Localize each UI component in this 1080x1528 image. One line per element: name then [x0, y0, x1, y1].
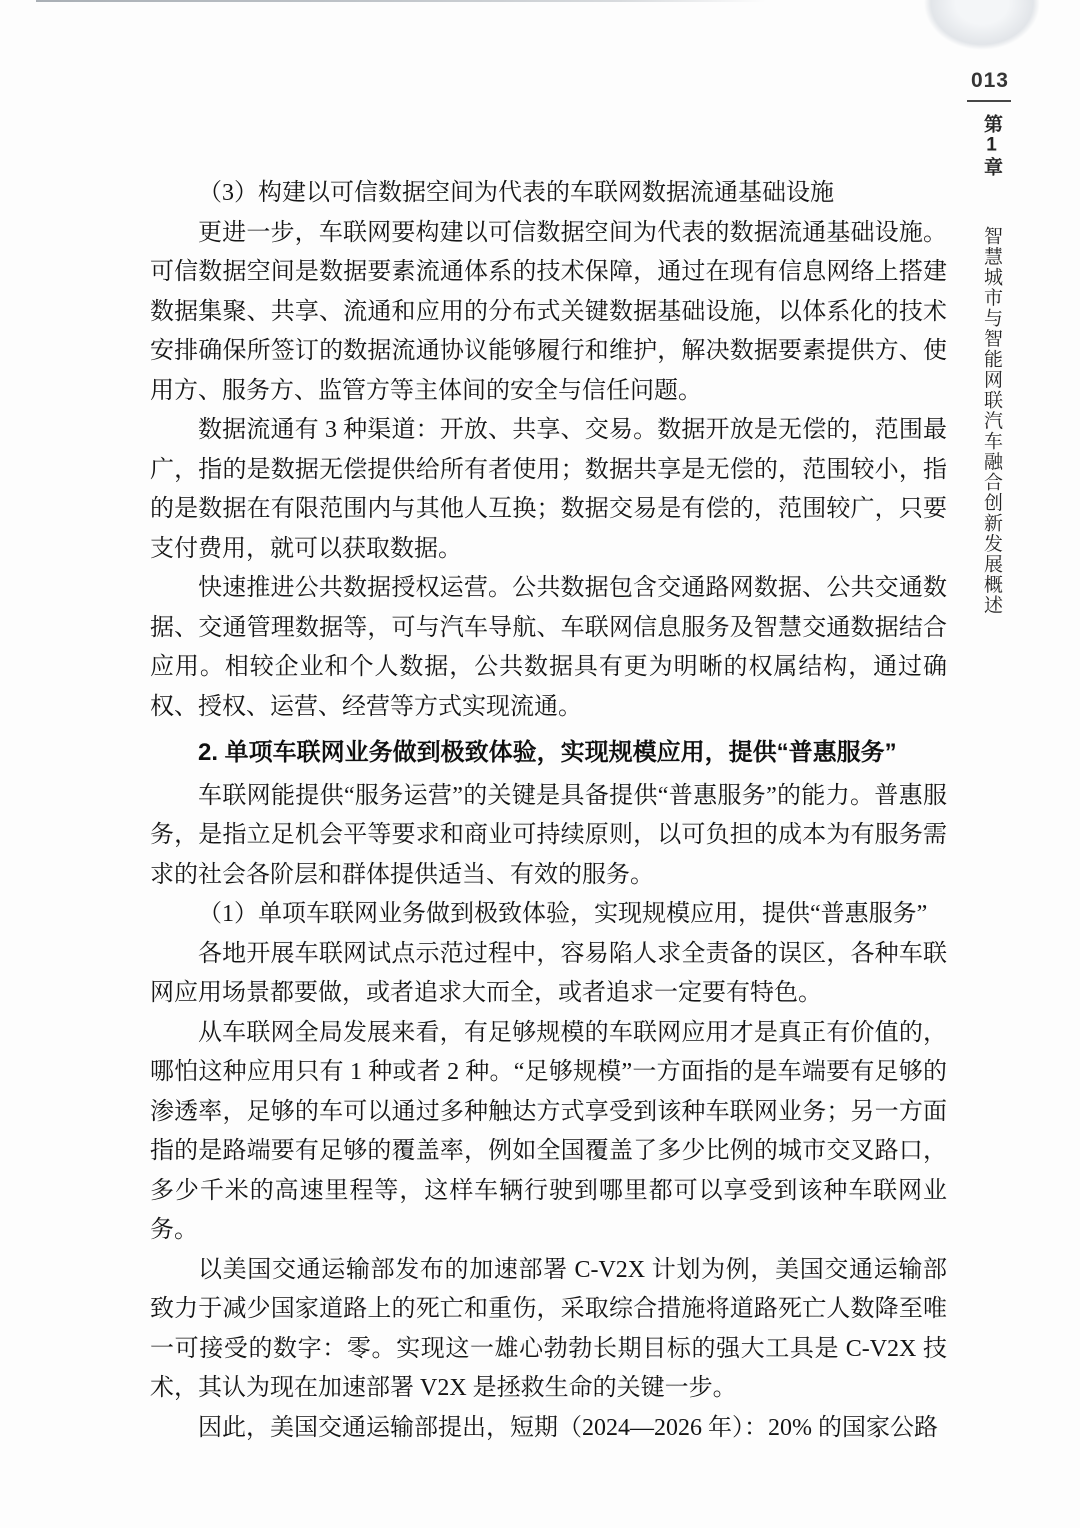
section-heading: （3）构建以可信数据空间为代表的车联网数据流通基础设施 [198, 180, 834, 206]
chapter-title: 智慧城市与智能网联汽车融合创新发展概述 [981, 226, 1002, 616]
body-paragraph: 更进一步，车联网要构建以可信数据空间为代表的数据流通基础设施。可信数据空间是数据要素流通体系的技术保障，通过在现有信息网络上搭建数据集聚、共享、流通和应用的分布式关键数据基础设施，以体系化的技术安排确保所签订的数据流通协议能够履行和维护，解决数据要素提供方、使用方、服务方、监管方等主体间的安全与信任问题。 [150, 219, 947, 404]
section-heading: 2. 单项车联网业务做到极致体验，实现规模应用，提供“普惠服务” [198, 739, 897, 766]
scan-edge-artifact [36, 0, 766, 2]
body-paragraph: 因此，美国交通运输部提出，短期（2024—2026 年）：20% 的国家公路 [198, 1414, 938, 1441]
body-paragraph: 各地开展车联网试点示范过程中，容易陷人求全责备的误区，各种车联网应用场景都要做，或者追求大而全，或者追求一定要有特色。 [150, 940, 947, 1006]
chapter-sidebar [978, 114, 1005, 616]
page-number: 013 [970, 69, 1009, 92]
body-paragraph: 从车联网全局发展来看，有足够规模的车联网应用才是真正有价值的，哪怕这种应用只有 1 种或者 2 种。“足够规模”一方面指的是车端要有足够的渗透率，足够的车可以通过多种触达方式享受到该种车联网业务；另一方面指的是路端要有足够的覆盖率，例如全国覆盖了多少比例的城市交叉路口，多少千米的高速里程等，这样车辆行驶到哪里都可以享受到该种车联网业务。 [150, 1019, 947, 1243]
chapter-label: 第1章 [981, 114, 1002, 178]
page-body [150, 174, 947, 1448]
section-heading: （1）单项车联网业务做到极致体验，实现规模应用，提供“普惠服务” [198, 901, 928, 927]
body-paragraph: 快速推进公共数据授权运营。公共数据包含交通路网数据、公共交通数据、交通管理数据等，可与汽车导航、车联网信息服务及智慧交通数据结合应用。相较企业和个人数据，公共数据具有更为明晰的权属结构，通过确权、授权、运营、经营等方式实现流通。 [150, 575, 947, 720]
body-paragraph: 以美国交通运输部发布的加速部署 C-V2X 计划为例，美国交通运输部致力于减少国家道路上的死亡和重伤，采取综合措施将道路死亡人数降至唯一可接受的数字：零。实现这一雄心勃勃长期目标的强大工具是 C-V2X 技术，其认为现在加速部署 V2X 是拯救生命的关键一步。 [150, 1256, 947, 1401]
page-number-rule [967, 100, 1011, 102]
body-paragraph: 数据流通有 3 种渠道：开放、共享、交易。数据开放是无偿的，范围最广，指的是数据无偿提供给所有者使用；数据共享是无偿的，范围较小，指的是数据在有限范围内与其他人互换；数据交易是有偿的，范围较广，只要支付费用，就可以获取数据。 [150, 417, 947, 562]
body-paragraph: 车联网能提供“服务运营”的关键是具备提供“普惠服务”的能力。普惠服务，是指立足机会平等要求和商业可持续原则，以可负担的成本为有服务需求的社会各阶层和群体提供适当、有效的服务。 [150, 782, 947, 888]
scan-corner-artifact [924, 0, 1040, 50]
